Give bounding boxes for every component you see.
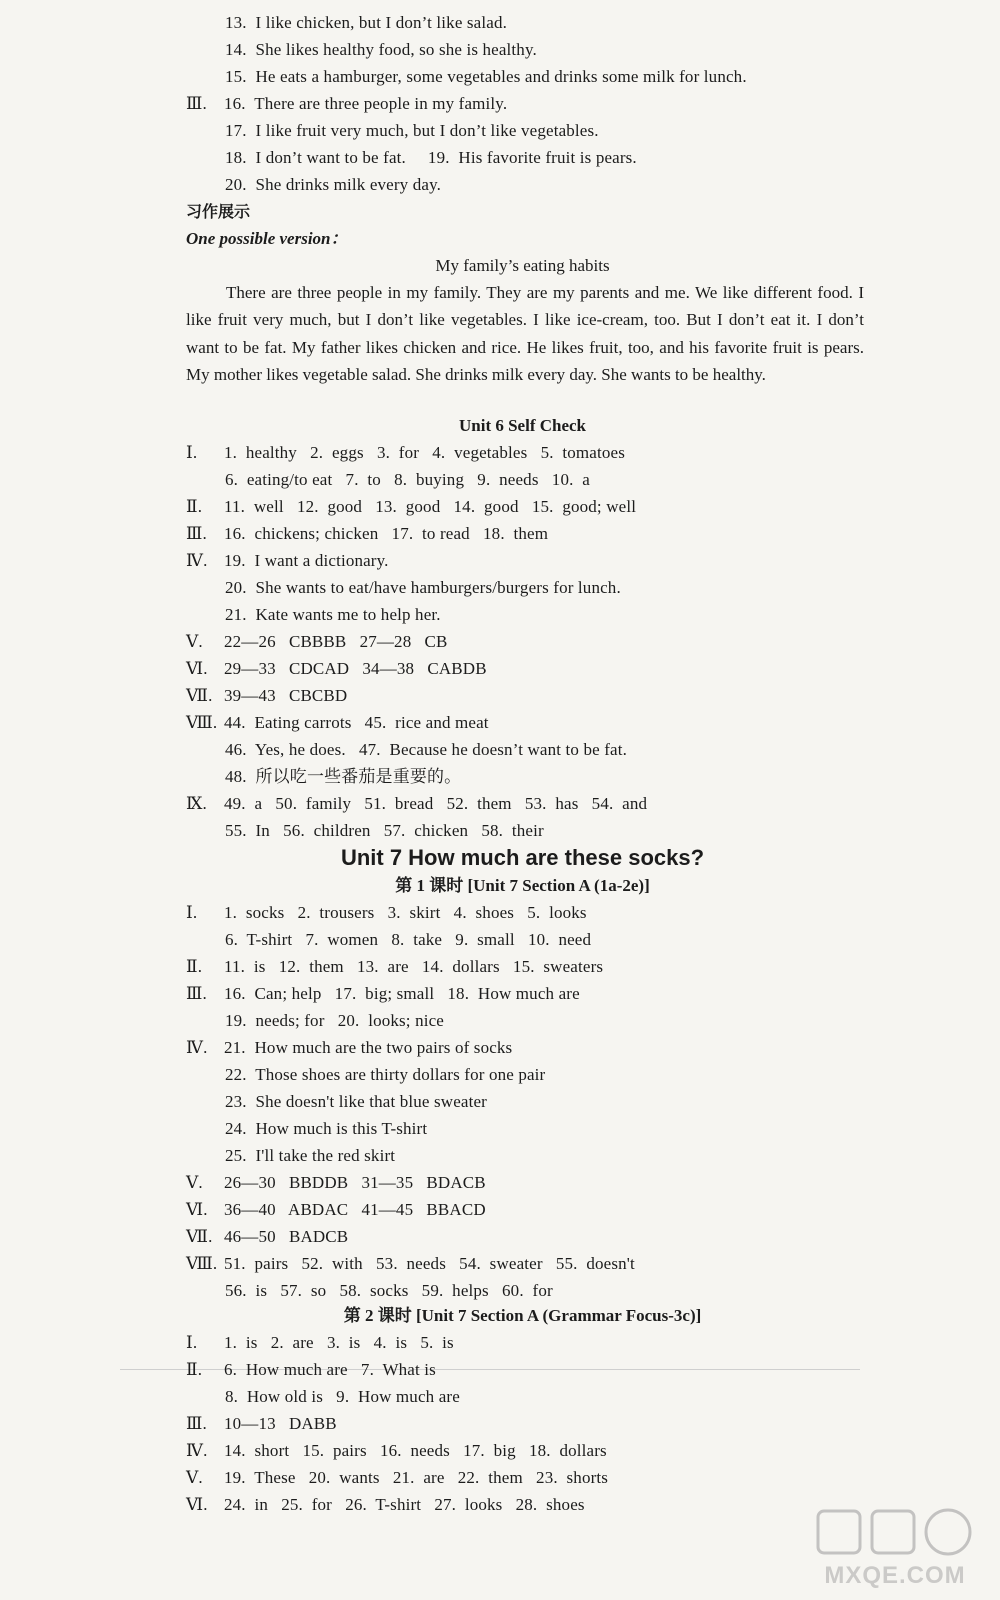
answer-text: 6. eating/to eat 7. to 8. buying 9. needs 10. a <box>225 470 590 489</box>
answer-line <box>225 1142 915 1169</box>
answer-text: 19. I want a dictionary. <box>224 551 389 570</box>
answer-line: 13. I like chicken, but I don’t like salad. <box>225 13 507 32</box>
svg-text:MXQE.COM: MXQE.COM <box>824 1562 966 1589</box>
essay-body: There are three people in my family. They are my parents and me. We like different food. I like fruit very much, but I don’t like vegetables. I like ice-cream, too. But I don’t eat it. I don’t want to be fat. My father likes chicken and rice. He likes fruit, too, and his favorite fruit is pears. My mother likes vegetable salad. She drinks milk every day. She wants to be healthy. <box>186 283 864 384</box>
answer-text: 25. I'll take the red skirt <box>225 1146 396 1165</box>
answer-text: 22. Those shoes are thirty dollars for one pair <box>225 1065 546 1084</box>
answer-text: 16. There are three people in my family. <box>224 94 508 113</box>
answer-line <box>186 899 876 926</box>
version-label: One possible version： <box>186 229 348 248</box>
answer-line <box>186 1329 876 1356</box>
answer-line <box>186 953 876 980</box>
answer-line <box>225 1061 915 1088</box>
answer-line <box>225 1088 915 1115</box>
answer-text: 48. 所以吃一些番茄是重要的。 <box>225 767 462 786</box>
answer-line <box>186 1250 876 1277</box>
answer-line <box>186 1464 876 1491</box>
answer-line <box>186 1169 876 1196</box>
answer-line <box>186 1356 876 1383</box>
roman-numeral: Ⅳ. <box>186 551 208 570</box>
roman-numeral: Ⅸ. <box>186 794 207 813</box>
answer-line: 20. She drinks milk every day. <box>225 175 442 194</box>
answer-text: 21. Kate wants me to help her. <box>225 605 441 624</box>
answer-line <box>186 1223 876 1250</box>
answer-text: 10—13 DABB <box>224 1414 337 1433</box>
roman-numeral: Ⅵ. <box>186 1200 208 1219</box>
answer-text: 29—33 CDCAD 34—38 CABDB <box>224 659 487 678</box>
answer-line <box>186 655 876 682</box>
roman-numeral: Ⅱ. <box>186 957 203 976</box>
roman-numeral: Ⅵ. <box>186 1495 208 1514</box>
answer-line <box>225 763 915 790</box>
roman-numeral: Ⅲ. <box>186 1414 207 1433</box>
roman-numeral: Ⅴ. <box>186 632 203 651</box>
roman-numeral: Ⅰ. <box>186 443 198 462</box>
answer-text: 24. in 25. for 26. T-shirt 27. looks 28. shoes <box>224 1495 585 1514</box>
answer-line <box>186 628 876 655</box>
answer-line <box>186 439 876 466</box>
answer-line <box>186 709 876 736</box>
essay-title: My family’s eating habits <box>435 256 610 275</box>
answer-text: 11. is 12. them 13. are 14. dollars 15. sweaters <box>224 957 604 976</box>
roman-numeral: Ⅴ. <box>186 1173 203 1192</box>
answer-text: 14. short 15. pairs 16. needs 17. big 18. dollars <box>224 1441 607 1460</box>
answer-text: 23. She doesn't like that blue sweater <box>225 1092 487 1111</box>
answer-line <box>225 1277 915 1304</box>
answer-line <box>186 1437 876 1464</box>
answer-line <box>186 980 876 1007</box>
roman-numeral: Ⅷ. <box>186 713 218 732</box>
answer-text: 56. is 57. so 58. socks 59. helps 60. for <box>225 1281 553 1300</box>
answer-line <box>225 574 915 601</box>
roman-numeral: Ⅶ. <box>186 1227 213 1246</box>
answer-line: 15. He eats a hamburger, some vegetables and drinks some milk for lunch. <box>225 67 747 86</box>
answer-text: 1. healthy 2. eggs 3. for 4. vegetables 5. tomatoes <box>224 443 625 462</box>
answer-text: 11. well 12. good 13. good 14. good 15. good; well <box>224 497 637 516</box>
roman-numeral: Ⅶ. <box>186 686 213 705</box>
answer-text: 22—26 CBBBB 27—28 CB <box>224 632 448 651</box>
answer-line <box>186 1196 876 1223</box>
answer-line <box>225 1007 915 1034</box>
answer-line <box>186 547 876 574</box>
answer-text: 20. She wants to eat/have hamburgers/burgers for lunch. <box>225 578 621 597</box>
answer-text: 1. is 2. are 3. is 4. is 5. is <box>224 1333 454 1352</box>
answer-line <box>186 520 876 547</box>
roman-numeral: Ⅱ. <box>186 1360 203 1379</box>
roman-numeral: Ⅰ. <box>186 903 198 922</box>
answer-text: 24. How much is this T-shirt <box>225 1119 428 1138</box>
answer-line <box>225 926 915 953</box>
answer-text: 49. a 50. family 51. bread 52. them 53. has 54. and <box>224 794 648 813</box>
answer-line <box>225 466 915 493</box>
answer-text: 8. How old is 9. How much are <box>225 1387 460 1406</box>
watermark-logo <box>810 1505 980 1590</box>
roman-numeral: Ⅷ. <box>186 1254 218 1273</box>
roman-numeral: Ⅲ. <box>186 524 207 543</box>
unit-title: Unit 7 How much are these socks? <box>340 845 705 870</box>
answer-text: 46—50 BADCB <box>224 1227 349 1246</box>
answer-text: 16. chickens; chicken 17. to read 18. them <box>224 524 549 543</box>
answer-line <box>225 736 915 763</box>
answer-line: 18. I don’t want to be fat. 19. His favorite fruit is pears. <box>225 148 637 167</box>
answer-text: 55. In 56. children 57. chicken 58. their <box>225 821 544 840</box>
answer-text: 6. T-shirt 7. women 8. take 9. small 10. need <box>225 930 592 949</box>
roman-numeral: Ⅲ. <box>186 984 207 1003</box>
answer-line <box>186 1034 876 1061</box>
answer-line: 17. I like fruit very much, but I don’t like vegetables. <box>225 121 599 140</box>
answer-line <box>186 493 876 520</box>
answer-line <box>186 682 876 709</box>
answer-text: 19. needs; for 20. looks; nice <box>225 1011 444 1030</box>
lesson-title: 第 1 课时 [Unit 7 Section A (1a-2e)] <box>395 876 650 895</box>
roman-numeral: Ⅲ. <box>186 94 207 113</box>
answer-text: 44. Eating carrots 45. rice and meat <box>224 713 489 732</box>
answer-line <box>225 1383 915 1410</box>
roman-numeral: Ⅵ. <box>186 659 208 678</box>
answer-line: 14. She likes healthy food, so she is healthy. <box>225 40 537 59</box>
answer-text: 51. pairs 52. with 53. needs 54. sweater 55. doesn't <box>224 1254 635 1273</box>
writing-heading: 习作展示 <box>186 202 251 221</box>
answer-text: 36—40 ABDAC 41—45 BBACD <box>224 1200 486 1219</box>
roman-numeral: Ⅳ. <box>186 1038 208 1057</box>
roman-numeral: Ⅴ. <box>186 1468 203 1487</box>
answer-text: 26—30 BBDDB 31—35 BDACB <box>224 1173 486 1192</box>
answer-text: 46. Yes, he does. 47. Because he doesn’t want to be fat. <box>225 740 627 759</box>
answer-line <box>225 817 915 844</box>
roman-numeral: Ⅳ. <box>186 1441 208 1460</box>
answer-text: 19. These 20. wants 21. are 22. them 23. shorts <box>224 1468 609 1487</box>
answer-line <box>186 1491 876 1518</box>
answer-text: 39—43 CBCBD <box>224 686 348 705</box>
section-title: Unit 6 Self Check <box>458 416 587 435</box>
answer-text: 6. How much are 7. What is <box>224 1360 436 1379</box>
answer-line <box>225 1115 915 1142</box>
answer-line <box>186 90 876 117</box>
roman-numeral: Ⅰ. <box>186 1333 198 1352</box>
roman-numeral: Ⅱ. <box>186 497 203 516</box>
answer-text: 21. How much are the two pairs of socks <box>224 1038 513 1057</box>
answer-line <box>186 1410 876 1437</box>
answer-text: 1. socks 2. trousers 3. skirt 4. shoes 5. looks <box>224 903 587 922</box>
answer-text: 16. Can; help 17. big; small 18. How much are <box>224 984 580 1003</box>
lesson-title: 第 2 课时 [Unit 7 Section A (Grammar Focus-3c)] <box>343 1306 702 1325</box>
answer-line <box>225 601 915 628</box>
answer-line <box>186 790 876 817</box>
